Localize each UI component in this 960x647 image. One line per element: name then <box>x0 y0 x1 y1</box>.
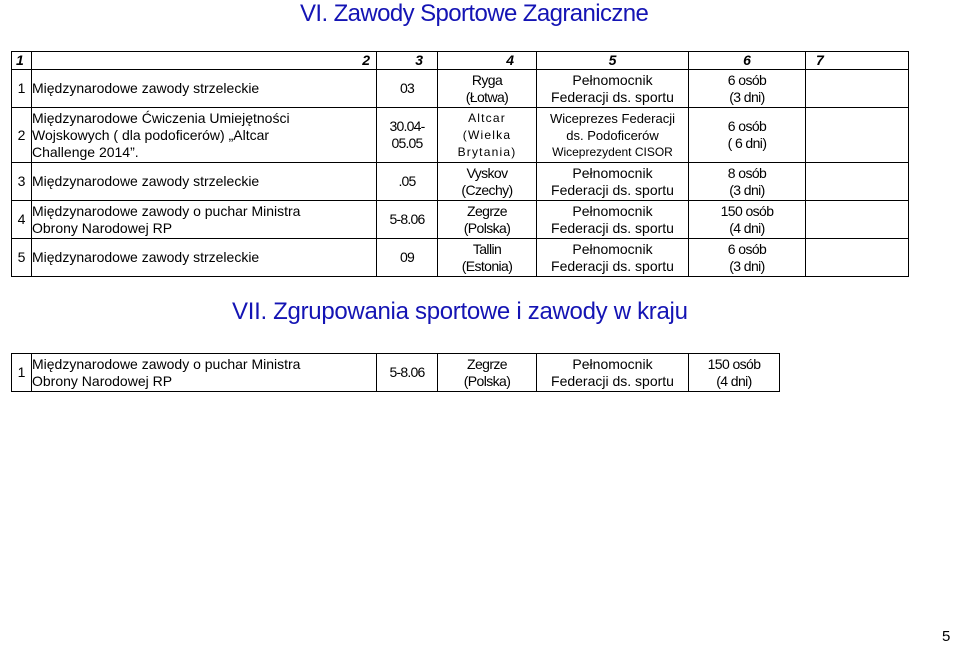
column-header: 3 <box>377 52 438 70</box>
event-place-line: (Czechy) <box>461 181 513 198</box>
participants-count <box>689 70 806 108</box>
organizer-line: ds. Podoficerów <box>566 127 659 143</box>
column-header: 5 <box>537 52 689 70</box>
participants-line: 6 osób <box>727 118 767 134</box>
event-place-line: (Polska) <box>463 219 511 236</box>
event-organizer <box>537 354 689 392</box>
empty-cell <box>806 201 909 239</box>
event-date-line: 05.05 <box>391 135 423 151</box>
event-date-line: 09 <box>400 249 414 265</box>
section-vi-title: VI. Zawody Sportowe Zagraniczne <box>300 0 649 27</box>
organizer-line: Pełnomocnik <box>572 71 653 88</box>
organizer-line: Pełnomocnik <box>572 164 653 181</box>
event-place-line: Altcar <box>468 110 506 125</box>
organizer-line: Federacji ds. sportu <box>551 181 674 198</box>
event-place-line: Ryga <box>471 71 503 88</box>
event-organizer <box>537 108 689 163</box>
table-row <box>12 201 909 239</box>
column-header: 1 <box>12 52 32 70</box>
event-name-line: Międzynarodowe zawody o puchar Ministra <box>32 355 301 372</box>
row-number: 4 <box>12 201 32 239</box>
event-name-line: Międzynarodowe Ćwiczenia Umiejętności <box>32 109 290 126</box>
event-place-line: (Polska) <box>463 372 511 389</box>
event-name-line: Międzynarodowe zawody strzeleckie <box>32 173 260 189</box>
event-place-line: (Łotwa) <box>465 88 509 105</box>
event-organizer <box>537 201 689 239</box>
participants-count <box>689 354 780 392</box>
event-date-line: 03 <box>400 80 414 96</box>
event-name-line: Obrony Narodowej RP <box>32 219 173 236</box>
event-place <box>438 354 537 392</box>
participants-line: ( 6 dni) <box>727 135 767 151</box>
event-date <box>377 108 438 163</box>
event-name <box>32 108 377 163</box>
column-header: 4 <box>438 52 537 70</box>
organizer-line: Pełnomocnik <box>572 355 653 372</box>
event-place-line: (Wielka <box>462 127 512 142</box>
event-place-line: Tallin <box>472 240 502 257</box>
row-number: 1 <box>12 354 32 392</box>
event-date <box>377 70 438 108</box>
column-header: 2 <box>32 52 377 70</box>
organizer-line: Federacji ds. sportu <box>551 219 674 236</box>
domestic-camps-table <box>11 353 780 392</box>
organizer-line: Wiceprezes Federacji <box>550 110 675 126</box>
event-name <box>32 163 377 201</box>
event-place-line: Brytania) <box>457 144 517 159</box>
participants-line: 6 osób <box>727 240 767 257</box>
event-name-line: Międzynarodowe zawody strzeleckie <box>32 80 260 96</box>
event-date <box>377 239 438 277</box>
event-place-line: Zegrze <box>467 202 507 219</box>
event-name <box>32 70 377 108</box>
event-name-line: Międzynarodowe zawody o puchar Ministra <box>32 202 301 219</box>
organizer-line: Pełnomocnik <box>572 202 653 219</box>
event-date <box>377 163 438 201</box>
event-name-line: Challenge 2014”. <box>32 143 139 160</box>
row-number: 2 <box>12 108 32 163</box>
participants-line: (4 dni) <box>716 372 752 389</box>
event-place <box>438 108 537 163</box>
event-name <box>32 239 377 277</box>
participants-line: (3 dni) <box>729 88 765 105</box>
event-place <box>438 201 537 239</box>
event-place-line: (Estonia) <box>461 257 513 274</box>
event-place-line: Zegrze <box>467 355 507 372</box>
table-row <box>12 108 909 163</box>
event-place-line: Vyskov <box>466 164 508 181</box>
event-date-line: 30.04- <box>389 118 425 134</box>
participants-line: 150 osób <box>720 202 774 219</box>
organizer-line: Federacji ds. sportu <box>551 257 674 274</box>
row-number: 3 <box>12 163 32 201</box>
event-date <box>377 201 438 239</box>
organizer-line: Federacji ds. sportu <box>551 88 674 105</box>
section-vii-title: VII. Zgrupowania sportowe i zawody w kraju <box>232 298 688 325</box>
table-header-row <box>12 52 909 70</box>
event-date <box>377 354 438 392</box>
event-place <box>438 70 537 108</box>
event-organizer <box>537 239 689 277</box>
international-competitions-table <box>11 51 909 277</box>
participants-count <box>689 163 806 201</box>
participants-line: 150 osób <box>707 355 761 372</box>
event-date-line: 5-8.06 <box>389 211 425 227</box>
participants-line: (3 dni) <box>729 181 765 198</box>
row-number: 1 <box>12 70 32 108</box>
event-place <box>438 163 537 201</box>
table-row <box>12 239 909 277</box>
column-header: 7 <box>806 52 909 70</box>
event-name-line: Obrony Narodowej RP <box>32 372 173 389</box>
event-name-line: Wojskowych ( dla podoficerów) „Altcar <box>32 126 270 143</box>
table-row <box>12 354 780 392</box>
participants-line: 6 osób <box>727 71 767 88</box>
event-organizer <box>537 163 689 201</box>
participants-count <box>689 239 806 277</box>
empty-cell <box>806 70 909 108</box>
table-row <box>12 70 909 108</box>
column-header: 6 <box>689 52 806 70</box>
event-name-line: Międzynarodowe zawody strzeleckie <box>32 249 260 265</box>
organizer-line: Pełnomocnik <box>572 240 653 257</box>
participants-line: (3 dni) <box>729 257 765 274</box>
event-date-line: 5-8.06 <box>389 364 425 380</box>
event-organizer <box>537 70 689 108</box>
organizer-line: Federacji ds. sportu <box>551 372 674 389</box>
event-place <box>438 239 537 277</box>
empty-cell <box>806 108 909 163</box>
event-name <box>32 354 377 392</box>
table-row <box>12 163 909 201</box>
participants-count <box>689 108 806 163</box>
empty-cell <box>806 239 909 277</box>
empty-cell <box>806 163 909 201</box>
participants-count <box>689 201 806 239</box>
row-number: 5 <box>12 239 32 277</box>
event-date-line: .05 <box>398 173 416 189</box>
event-name <box>32 201 377 239</box>
organizer-line: Wiceprezydent CISOR <box>552 144 673 159</box>
participants-line: (4 dni) <box>729 219 765 236</box>
participants-line: 8 osób <box>727 164 767 181</box>
page-number: 5 <box>942 628 951 645</box>
